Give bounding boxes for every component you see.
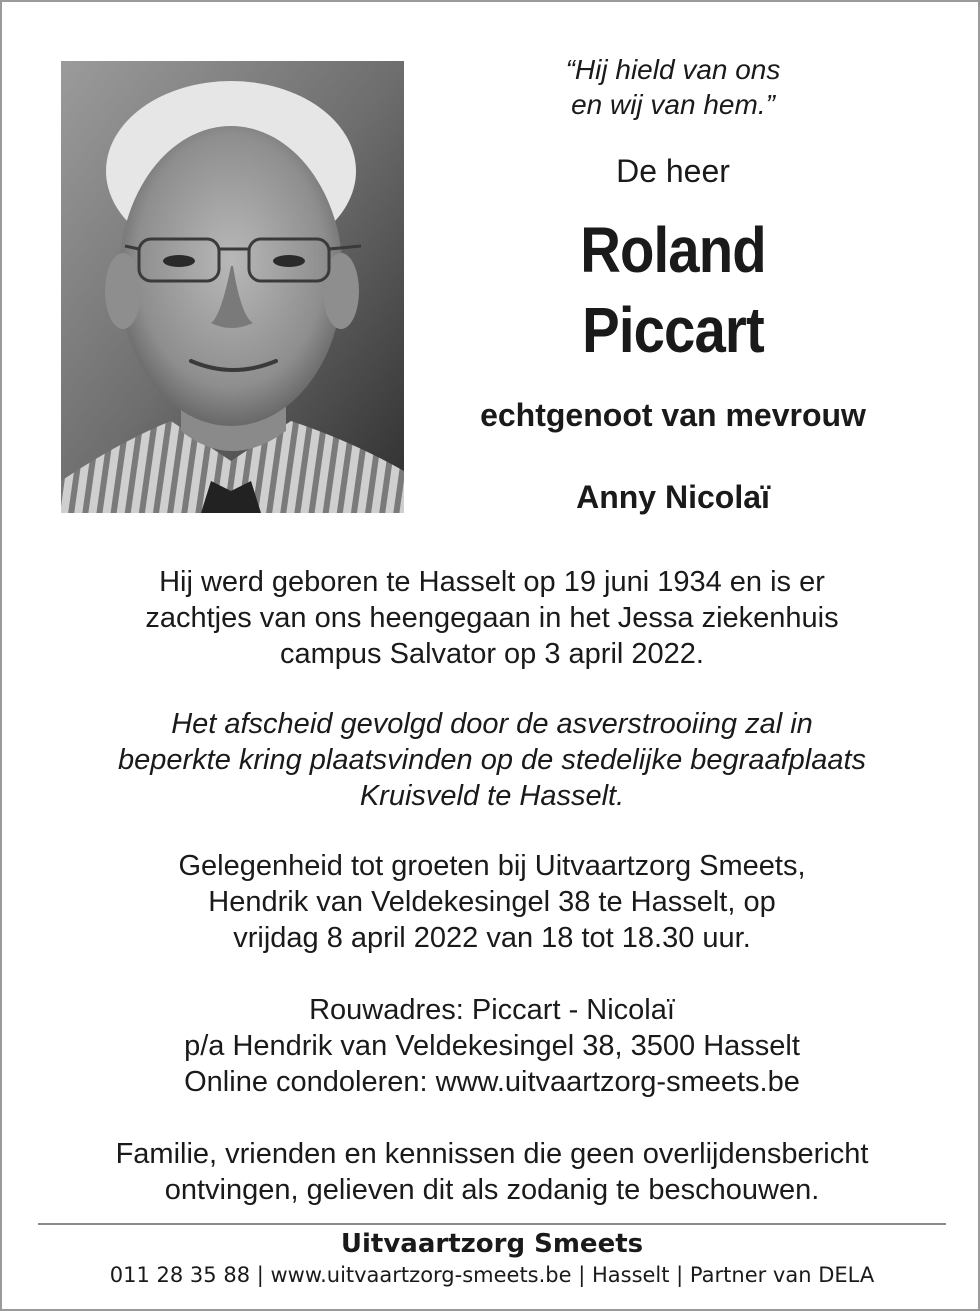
visitation-line: Gelegenheid tot groeten bij Uitvaartzorg Smeets, [178, 850, 806, 882]
notice-line: Familie, vrienden en kennissen die geen overlijdensbericht [115, 1138, 869, 1170]
ceremony-paragraph [42, 706, 942, 814]
visitation-line: vrijdag 8 april 2022 van 18 tot 18.30 uur. [233, 922, 751, 954]
deceased-name [466, 210, 880, 370]
address-paragraph [42, 992, 942, 1100]
quote-line-1: “Hij hield van ons [565, 54, 781, 85]
notice-line: ontvingen, gelieven dit als zodanig te beschouwen. [164, 1174, 820, 1206]
quote [438, 52, 908, 122]
ceremony-line: Kruisveld te Hasselt. [359, 780, 625, 812]
birth-paragraph [42, 564, 942, 672]
visitation-paragraph [42, 848, 942, 956]
ceremony-line: Het afscheid gevolgd door de asverstrooiing zal in [171, 708, 813, 740]
first-name: Roland [580, 214, 766, 286]
quote-line-2: en wij van hem.” [571, 89, 775, 120]
address-line: Rouwadres: Piccart - Nicolaï [309, 994, 675, 1026]
honorific: De heer [616, 153, 730, 189]
portrait-photo [61, 61, 404, 513]
visitation-line: Hendrik van Veldekesingel 38 te Hasselt, op [208, 886, 776, 918]
ceremony-line: beperkte kring plaatsvinden op de stedelijke begraafplaats [117, 744, 867, 776]
footer-divider [38, 1223, 946, 1225]
funeral-home-name: Uitvaartzorg Smeets [340, 1229, 644, 1259]
last-name: Piccart [582, 294, 764, 366]
birth-line: Hij werd geboren te Hasselt op 19 juni 1934 en is er [159, 566, 825, 598]
portrait-illustration [61, 61, 404, 513]
spouse-label: echtgenoot van mevrouw [480, 397, 866, 433]
address-line: p/a Hendrik van Veldekesingel 38, 3500 Hasselt [184, 1030, 800, 1062]
spouse-name: Anny Nicolaï [576, 479, 770, 515]
heading-block [438, 52, 908, 516]
address-line: Online condoleren: www.uitvaartzorg-smeets.be [184, 1066, 800, 1098]
funeral-home-info: 011 28 35 88 | www.uitvaartzorg-smeets.be | Hasselt | Partner van DELA [109, 1263, 875, 1287]
birth-line: campus Salvator op 3 april 2022. [280, 638, 704, 670]
birth-line: zachtjes van ons heengegaan in het Jessa ziekenhuis [145, 602, 839, 634]
notice-paragraph [42, 1136, 942, 1208]
